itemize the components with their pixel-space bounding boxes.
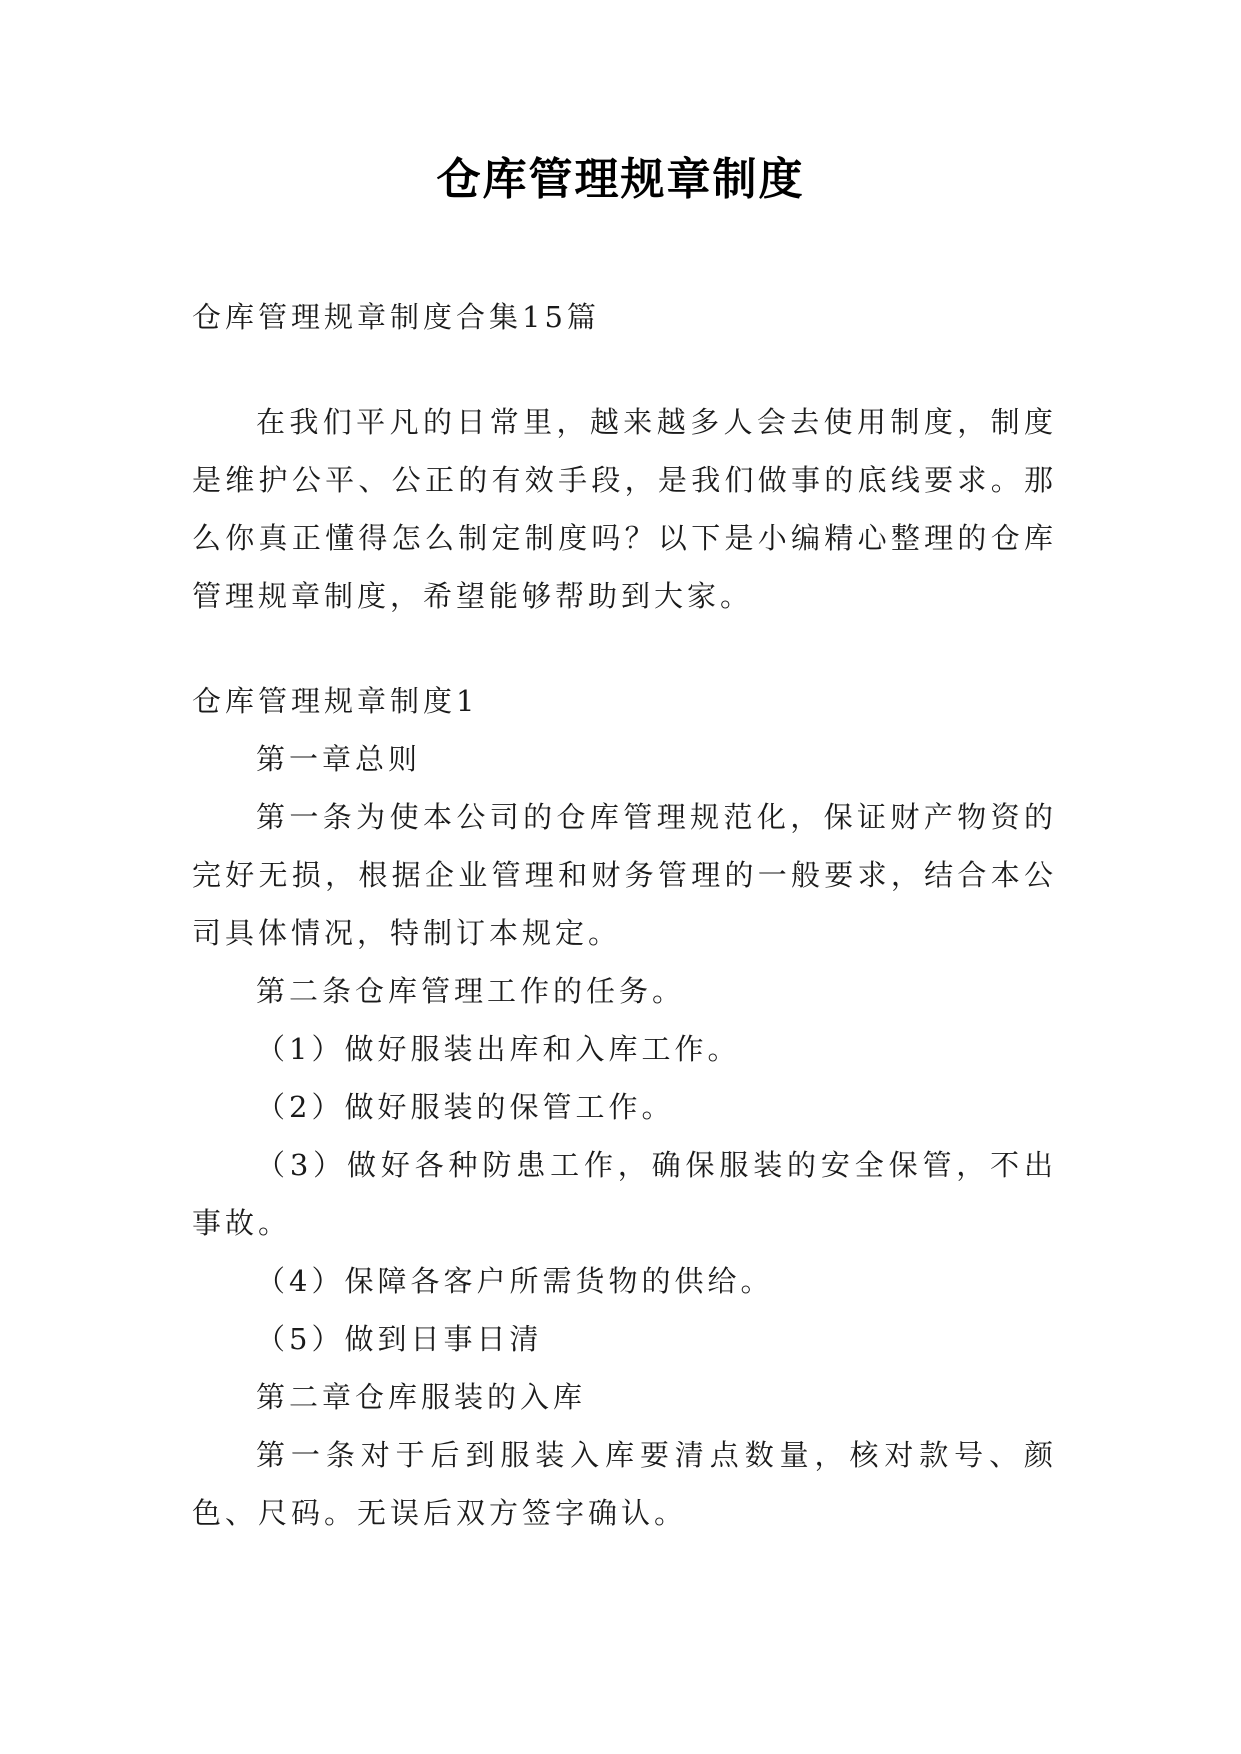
task-item-2: （2）做好服装的保管工作。 <box>256 1090 675 1124</box>
task-item-5: （5）做到日事日清 <box>256 1322 543 1356</box>
task-item-1: （1）做好服装出库和入库工作。 <box>256 1032 741 1066</box>
collection-subtitle: 仓库管理规章制度合集15篇 <box>192 300 600 334</box>
intro-paragraph: 在我们平凡的日常里，越来越多人会去使用制度，制度是维护公平、公正的有效手段，是我们做事的底线要求。那么你真正懂得怎么制定制度吗？以下是小编精心整理的仓库管理规章制度，希望能够帮助到大家。 <box>192 405 1057 613</box>
section-heading: 仓库管理规章制度1 <box>192 684 479 718</box>
document-body <box>192 288 1057 1542</box>
document-title: 仓库管理规章制度 <box>436 154 805 205</box>
chapter-1-title: 第一章总则 <box>256 742 422 776</box>
task-item-4: （4）保障各客户所需货物的供给。 <box>256 1264 774 1298</box>
chapter-2-title: 第二章仓库服装的入库 <box>256 1380 587 1414</box>
article-1: 第一条为使本公司的仓库管理规范化，保证财产物资的完好无损，根据企业管理和财务管理的一般要求，结合本公司具体情况，特制订本规定。 <box>192 800 1057 950</box>
task-item-3: （3）做好各种防患工作，确保服装的安全保管，不出事故。 <box>192 1148 1057 1240</box>
article-2: 第二条仓库管理工作的任务。 <box>256 974 686 1008</box>
chapter-2-article-1: 第一条对于后到服装入库要清点数量，核对款号、颜色、尺码。无误后双方签字确认。 <box>192 1438 1057 1530</box>
